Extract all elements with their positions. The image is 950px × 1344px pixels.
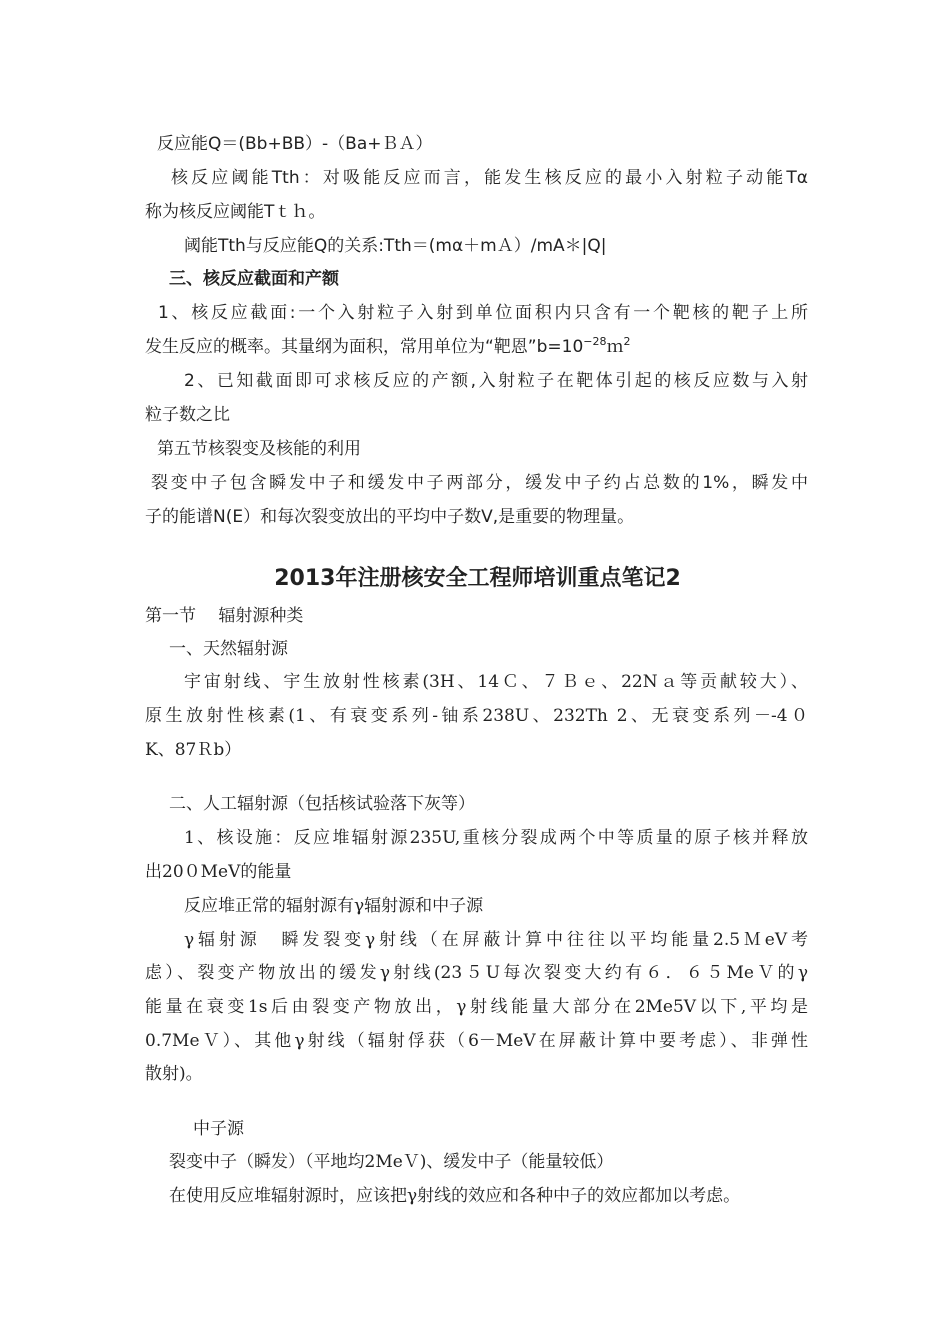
natural-sources-paragraph: 宇宙射线、宇生放射性核素(3H、14Ｃ、７Ｂｅ、22Nａ等贡献较大）、 [184, 672, 808, 692]
gamma-sources-paragraph-line3: 能量在衰变1s后由裂变产物放出，γ射线能量大部分在2Me5V以下,平均是 [145, 997, 808, 1017]
threshold-energy-definition-cont: 称为核反应阈能Tｔｈ。 [145, 202, 326, 222]
reactor-source-consideration: 在使用反应堆辐射源时，应该把γ射线的效应和各种中子的效应都加以考虑。 [169, 1186, 741, 1206]
gamma-sources-paragraph-end: 散射)。 [145, 1064, 203, 1084]
heading-neutron-source: 中子源 [193, 1119, 244, 1139]
gamma-sources-paragraph-line4: 0.7MeＶ）、其他γ射线（辐射俘获（6－MeV在屏蔽计算中要考虑）、非弹性 [145, 1031, 808, 1051]
reaction-yield-definition-cont: 粒子数之比 [145, 405, 230, 425]
fission-neutrons-line: 裂变中子（瞬发）（平地均2MeＶ)、缓发中子（能量较低） [169, 1152, 614, 1172]
threshold-energy-definition: 核反应阈能Tth：对吸能反应而言，能发生核反应的最小入射粒子动能Tα [171, 168, 808, 188]
natural-sources-paragraph-cont: 原生放射性核素(1、有衰变系列-铀系238U、232Th 2、无衰变系列－-4０ [145, 706, 808, 726]
chapter-heading-radiation-sources: 第一节 辐射源种类 [145, 606, 304, 626]
reaction-energy-formula: 反应能Q＝(Bb+BB）-（Ba+ＢＡ） [157, 134, 433, 154]
nuclear-facility-paragraph: 1、核设施：反应堆辐射源235U,重核分裂成两个中等质量的原子核并释放 [184, 828, 808, 848]
gamma-sources-paragraph: γ辐射源 瞬发裂变γ射线（在屏蔽计算中往往以平均能量2.5ＭeV考 [184, 930, 808, 950]
heading-artificial-sources: 二、人工辐射源（包括核试验落下灰等） [169, 794, 475, 814]
fission-neutron-paragraph: 裂变中子包含瞬发中子和缓发中子两部分，缓发中子约占总数的1%，瞬发中 [151, 473, 808, 493]
gamma-sources-paragraph-line2: 虑）、裂变产物放出的缓发γ射线(23５U每次裂变大约有６．６５MeＶ的γ [145, 963, 808, 983]
reaction-yield-definition: 2、已知截面即可求核反应的产额,入射粒子在靶体引起的核反应数与入射 [184, 371, 808, 391]
natural-sources-paragraph-end: K、87Ｒb） [145, 740, 242, 760]
cross-section-definition: 1、核反应截面:一个入射粒子入射到单位面积内只含有一个靶核的靶子上所 [158, 303, 808, 323]
cross-section-definition-cont: 发生反应的概率。其量纲为面积，常用单位为“靶恩$”b=10^{-28}m^2$ [145, 335, 631, 357]
heading-natural-sources: 一、天然辐射源 [169, 639, 288, 659]
fission-neutron-paragraph-cont: 子的能谱N(E）和每次裂变放出的平均中子数V,是重要的物理量。 [145, 507, 635, 527]
nuclear-facility-paragraph-cont: 出20０MeV的能量 [145, 862, 292, 882]
page-title: 2013年注册核安全工程师培训重点笔记2 [274, 566, 681, 591]
section-heading-fission: 第五节核裂变及核能的利用 [157, 439, 361, 459]
reactor-normal-sources: 反应堆正常的辐射源有γ辐射源和中子源 [184, 896, 484, 916]
section-heading-cross-section: 三、核反应截面和产额 [169, 269, 339, 289]
threshold-q-relation: 阈能Tth与反应能Q的关系:Tth＝(mα＋mＡ）/mA＊|Q| [184, 236, 607, 256]
